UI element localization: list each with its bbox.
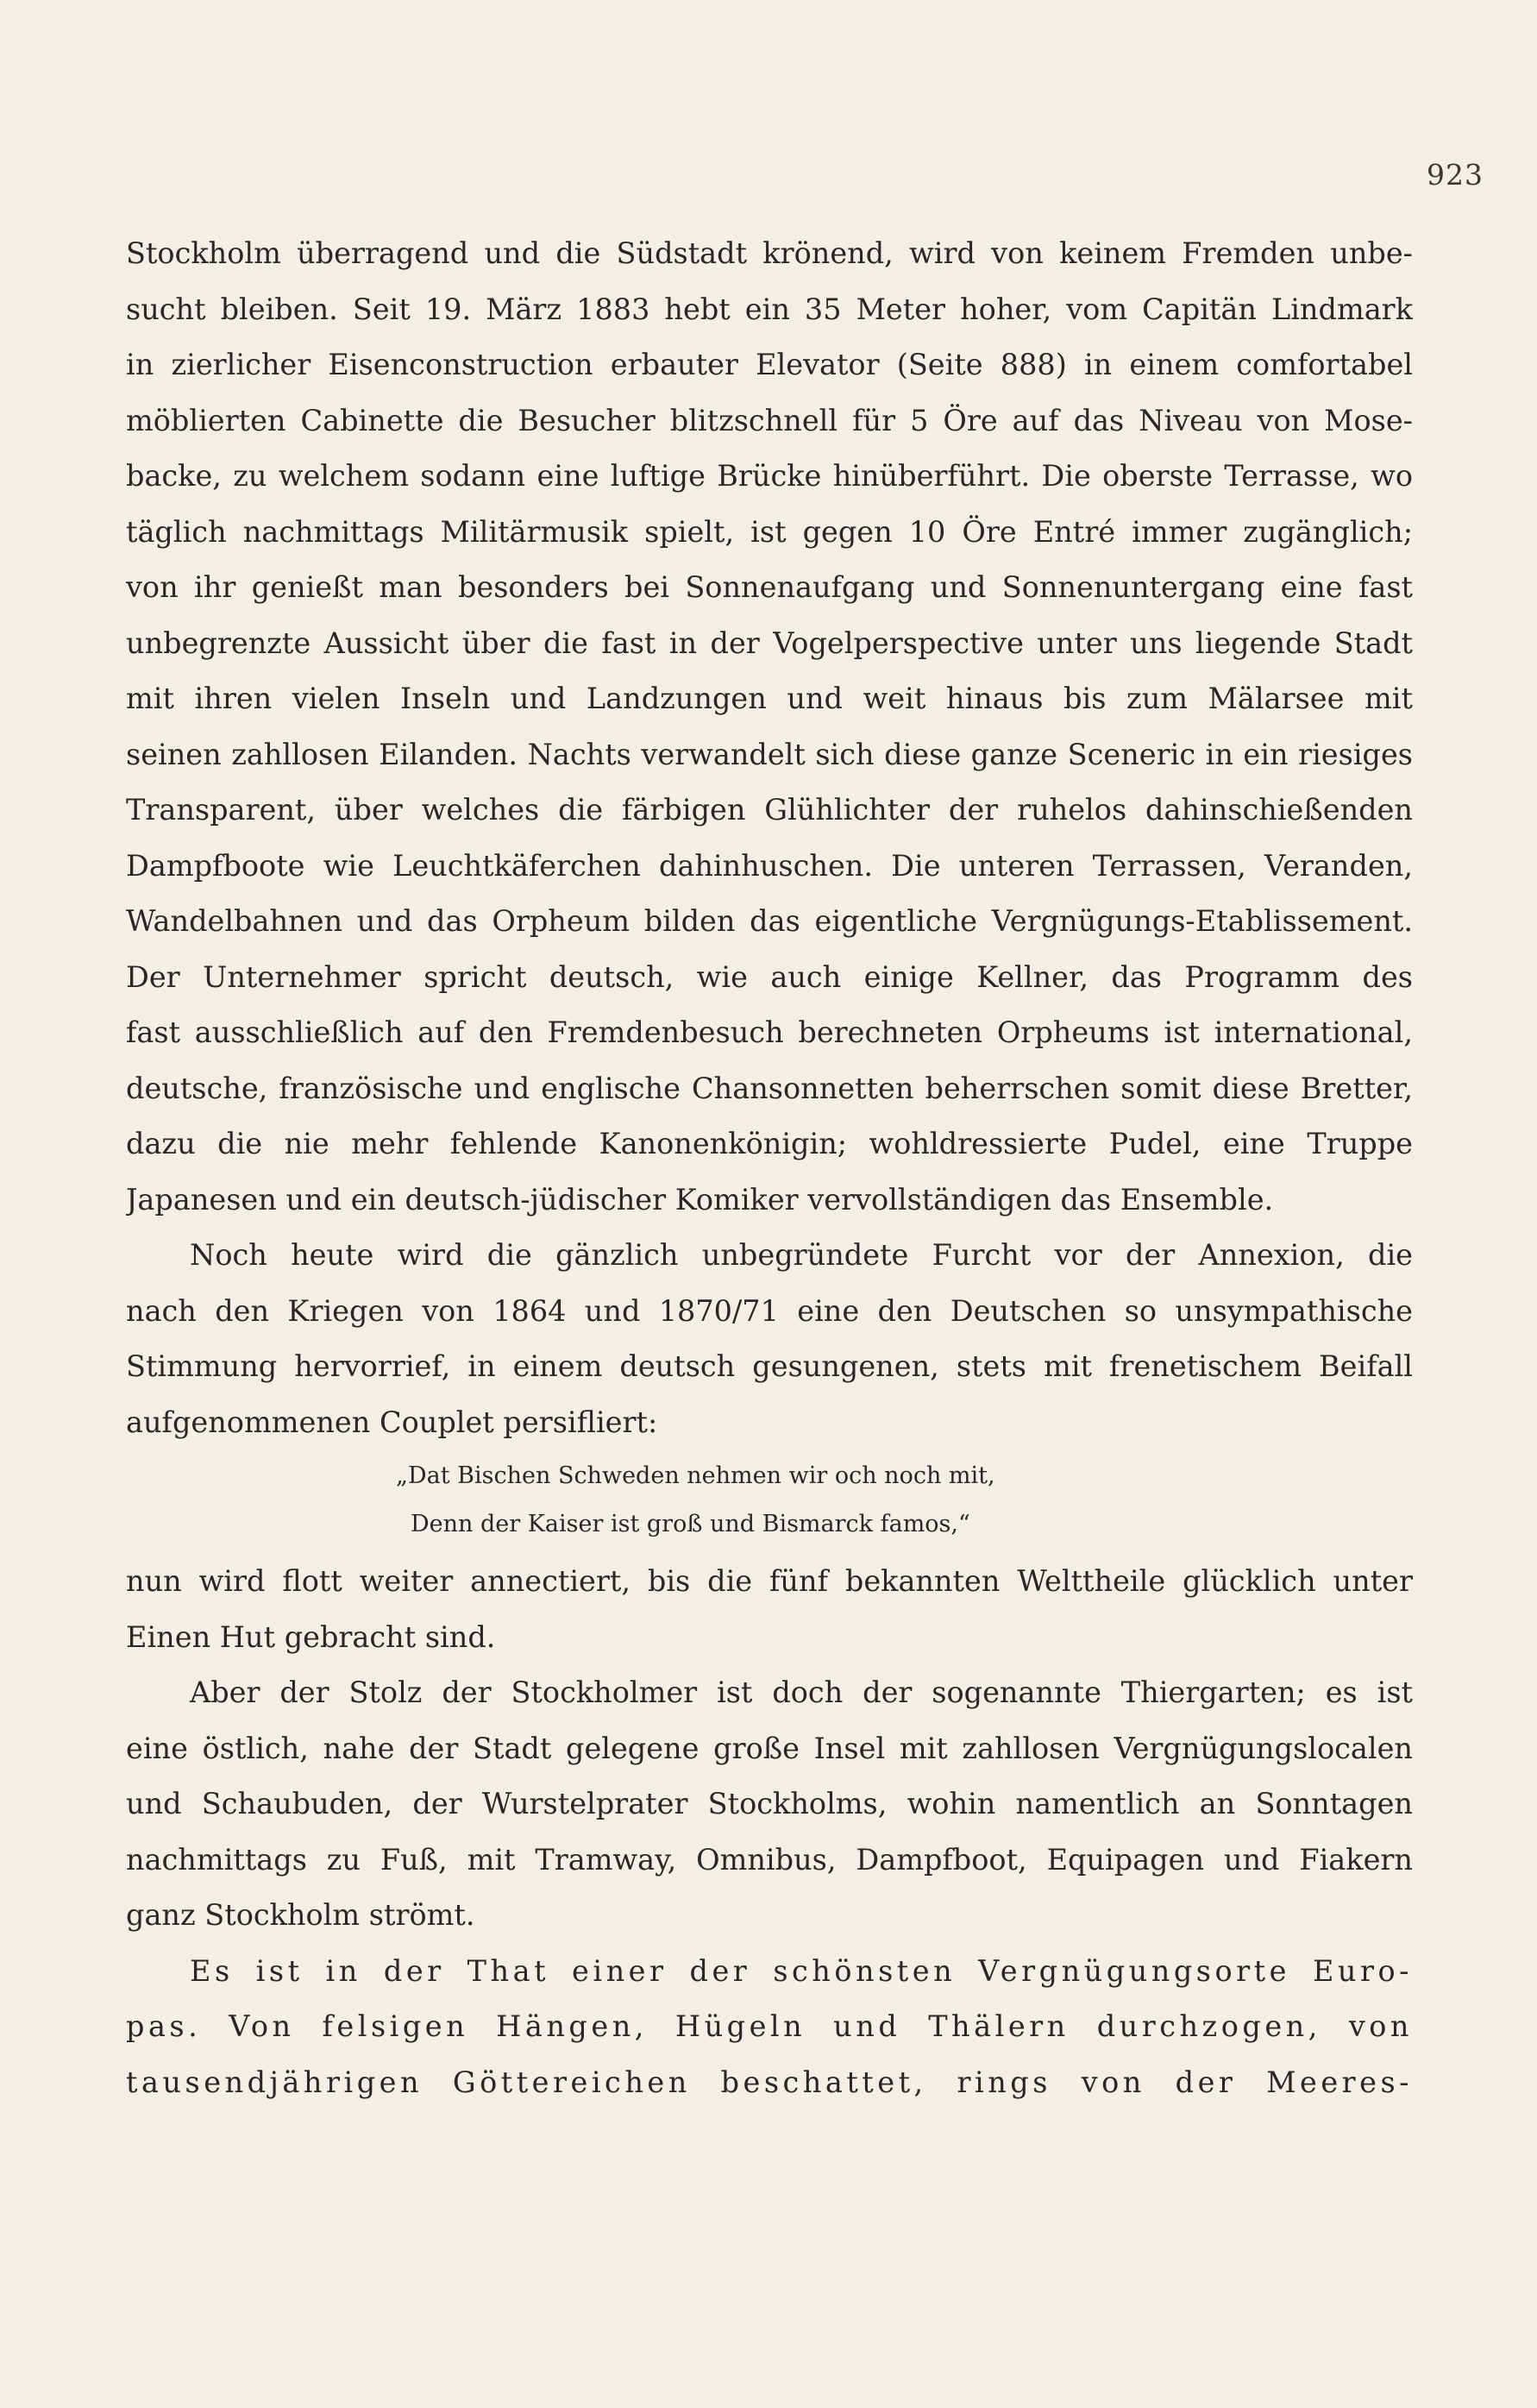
text-line: mit ihren vielen Inseln und Landzungen und weit hinaus bis zum Mälarsee mit [126, 682, 1413, 715]
text-line: Noch heute wird die gänzlich unbegründete Furcht vor der Annexion, die [190, 1238, 1413, 1272]
verse-line: Denn der Kaiser ist groß und Bismarck famos,“ [411, 1511, 970, 1537]
text-line: von ihr genießt man besonders bei Sonnenaufgang und Sonnenuntergang eine fast [126, 570, 1413, 604]
paragraph-continuation [126, 1554, 1413, 1665]
verse-line: „Dat Bischen Schweden nehmen wir och noch mit, [396, 1462, 995, 1489]
text-line: nach den Kriegen von 1864 und 1870/71 eine den Deutschen so unsympathische [126, 1293, 1413, 1328]
paragraph-spaced-emphasis [126, 1944, 1413, 2111]
text-line: Wandelbahnen und das Orpheum bilden das eigentliche Vergnügungs-Etablissement. [126, 904, 1413, 938]
paragraph-annexion [126, 1228, 1413, 1450]
text-line: aufgenommenen Couplet persifliert: [126, 1405, 658, 1439]
paragraph-elevator [126, 226, 1413, 1228]
text-line: Einen Hut gebracht sind. [126, 1619, 496, 1654]
paragraph-thiergarten [126, 1665, 1413, 1944]
text-line: Japanesen und ein deutsch-jüdischer Komiker vervollständigen das Ensemble. [126, 1182, 1274, 1217]
text-line: eine östlich, nahe der Stadt gelegene große Insel mit zahllosen Vergnügungslocalen [126, 1731, 1413, 1765]
text-line: deutsche, französische und englische Chansonnetten beherrschen somit diese Bretter, [126, 1071, 1413, 1105]
text-line: nun wird flott weiter annectiert, bis die fünf bekannten Welttheile glücklich unter [126, 1564, 1413, 1598]
body-text [126, 226, 1413, 2110]
text-line: möblierten Cabinette die Besucher blitzschnell für 5 Öre auf das Niveau von Mose- [126, 403, 1413, 437]
text-line: nachmittags zu Fuß, mit Tramway, Omnibus, Dampfboot, Equipagen und Fiakern [126, 1842, 1413, 1877]
text-line: in zierlicher Eisenconstruction erbauter Elevator (Seite 888) in einem comfortabel [126, 348, 1413, 381]
text-line: fast ausschließlich auf den Fremdenbesuch berechneten Orpheums ist international, [126, 1015, 1413, 1049]
couplet-quote [126, 1452, 1413, 1549]
page-number: 923 [1427, 158, 1484, 192]
text-line: Aber der Stolz der Stockholmer ist doch der sogenannte Thiergarten; es ist [190, 1676, 1413, 1709]
text-line: Dampfboote wie Leuchtkäferchen dahinhuschen. Die unteren Terrassen, Veranden, [126, 848, 1413, 883]
text-line: Stimmung hervorrief, in einem deutsch gesungenen, stets mit frenetischem Beifall [126, 1349, 1413, 1383]
text-line: Stockholm überragend und die Südstadt krönend, wird von keinem Fremden unbe- [126, 236, 1413, 270]
text-line: und Schaubuden, der Wurstelprater Stockholms, wohin namentlich an Sonntagen [126, 1787, 1413, 1820]
text-line: tausendjährigen Göttereichen beschattet, rings von der Meeres- [126, 2065, 1413, 2099]
text-line: dazu die nie mehr fehlende Kanonenkönigin; wohldressierte Pudel, eine Truppe [126, 1127, 1413, 1160]
text-line: sucht bleiben. Seit 19. März 1883 hebt ein 35 Meter hoher, vom Capitän Lindmark [126, 292, 1413, 326]
text-line: täglich nachmittags Militärmusik spielt, ist gegen 10 Öre Entré immer zugänglich; [126, 514, 1413, 549]
text-line: ganz Stockholm strömt. [126, 1898, 475, 1932]
text-line: seinen zahllosen Eilanden. Nachts verwandelt sich diese ganze Sceneric in ein riesiges [126, 737, 1413, 771]
text-line: backe, zu welchem sodann eine luftige Brücke hinüberführt. Die oberste Terrasse, wo [126, 459, 1413, 493]
text-line: unbegrenzte Aussicht über die fast in der Vogelperspective unter uns liegende Stadt [126, 626, 1413, 660]
text-line: Der Unternehmer spricht deutsch, wie auch einige Kellner, das Programm des [126, 959, 1413, 994]
text-line: Transparent, über welches die färbigen Glühlichter der ruhelos dahinschießenden [126, 793, 1413, 827]
text-line: Es ist in der That einer der schönsten Vergnügungsorte Euro- [190, 1953, 1413, 1988]
text-line: pas. Von felsigen Hängen, Hügeln und Thälern durchzogen, von [126, 2009, 1413, 2043]
